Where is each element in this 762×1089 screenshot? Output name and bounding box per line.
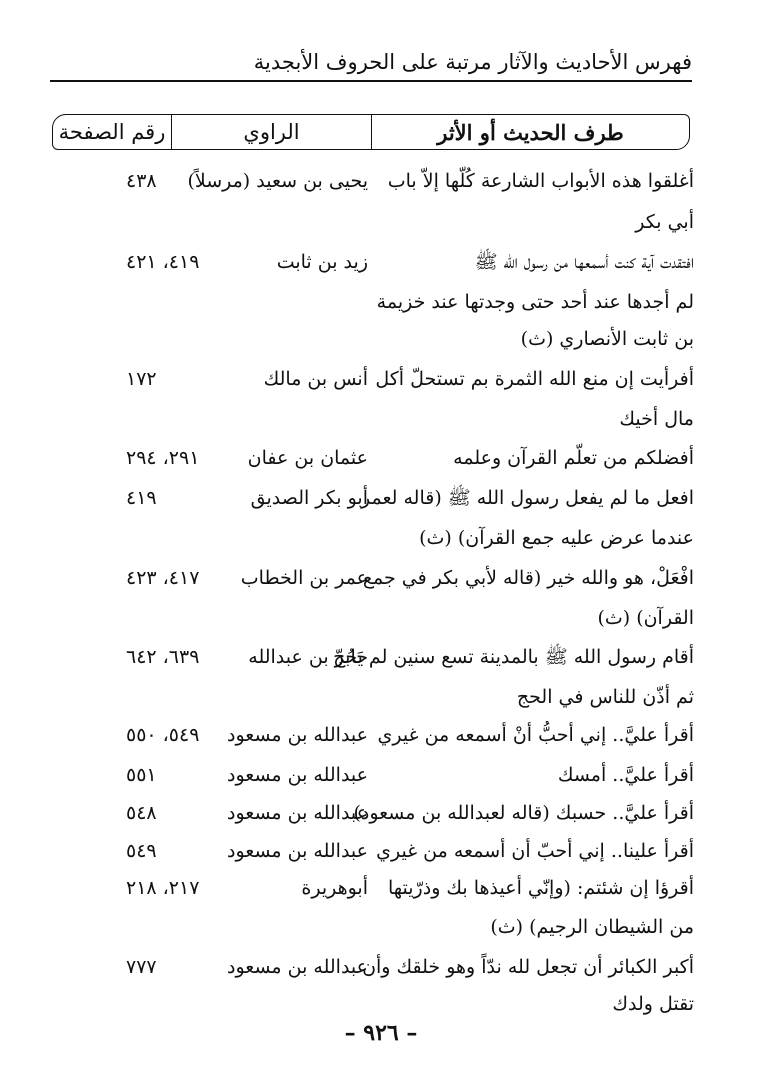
entry-text: أقرؤا إن شئتم: (وإنّي أعيذها بك وذرّيتها [387,877,694,899]
entry-narrator: يحيى بن سعيد (مرسلاً) [187,170,368,192]
entry-text: عندما عرض عليه جمع القرآن) (ث) [419,527,694,549]
entry-narrator: زيد بن ثابت [276,251,368,273]
table-row [50,402,694,436]
entry-narrator: عبدالله بن مسعود [227,956,368,978]
table-row [50,362,694,396]
entry-text: أقام رسول الله ﷺ بالمدينة تسع سنين لم يَحُجّ [333,646,694,668]
entry-text: افعل ما لم يفعل رسول الله ﷺ (قاله لعمر [361,487,694,509]
table-row [50,758,694,792]
entry-text: أغلقوا هذه الأبواب الشارعة كُلّها إلاّ باب [387,170,694,192]
table-row [50,950,694,984]
table-row [50,481,694,515]
entry-text: تقتل ولدك [612,993,694,1015]
entry-text: القرآن) (ث) [597,607,694,629]
entry-page: ٥٤٩ [126,840,157,862]
table-row [50,164,694,198]
entry-text: أقرأ علينا.. إني أحبّ أن أسمعه من غيري [376,840,694,862]
entry-page: ٥٤٨ [126,802,157,824]
entry-narrator: عبدالله بن مسعود [227,724,368,746]
table-row [50,680,694,714]
entry-page: ٥٥١ [126,764,157,786]
entry-text: أفرأيت إن منع الله الثمرة بم تستحلّ أكل [375,368,694,390]
entry-page: ٤١٩، ٤٢١ [126,251,200,273]
entry-text: أقرأ عليَّ.. حسبك (قاله لعبدالله بن مسعود) [353,802,694,824]
table-row [50,834,694,868]
entry-text: أفضلكم من تعلّم القرآن وعلمه [453,447,694,469]
running-header-title: فهرس الأحاديث والآثار مرتبة على الحروف الأبجدية [253,50,692,74]
column-header-narrator: الراوي [171,115,371,149]
table-row [50,322,694,356]
table-row [50,987,694,1021]
entry-page: ١٧٢ [126,368,157,390]
table-row [50,441,694,475]
entry-narrator: عمر بن الخطاب [240,567,368,589]
table-row [50,561,694,595]
entry-page: ٢١٧، ٢١٨ [126,877,200,899]
entry-text: افتقدت آية كنت أسمعها من رسول الله ﷺ [474,251,694,273]
entry-narrator: أنس بن مالك [263,368,368,390]
page-number: – ٩٢٦ – [344,1020,418,1046]
entry-text: أقرأ عليَّ.. أمسك [557,764,694,786]
entry-narrator: عبدالله بن مسعود [227,802,368,824]
entry-narrator: عثمان بن عفان [247,447,368,469]
table-row [50,718,694,752]
entry-text: لم أجدها عند أحد حتى وجدتها عند خزيمة [376,291,694,313]
entry-page: ٤١٩ [126,487,157,509]
table-column-header [52,114,690,150]
table-row [50,796,694,830]
entry-text: بن ثابت الأنصاري (ث) [520,328,694,350]
table-row [50,601,694,635]
table-row [50,640,694,674]
column-header-text: طرف الحديث أو الأثر [371,115,689,149]
entry-text: أكبر الكبائر أن تجعل لله ندّاً وهو خلقك وأن [362,956,694,978]
entry-narrator: جابر بن عبدالله [248,646,368,668]
entry-page: ٤٣٨ [126,170,157,192]
header-rule [50,80,692,82]
entry-text: ثم أذّن للناس في الحج [516,686,694,708]
entry-text: أبي بكر [635,211,694,233]
table-row [50,285,694,319]
entry-page: ٢٩١، ٢٩٤ [126,447,200,469]
entry-page: ٥٤٩، ٥٥٠ [126,724,200,746]
entry-page: ٦٣٩، ٦٤٢ [126,646,200,668]
entry-text: مال أخيك [619,408,694,430]
table-row [50,245,694,279]
column-header-page: رقم الصفحة [58,120,166,144]
entry-text: أقرأ عليَّ.. إني أحبُّ أنْ أسمعه من غيري [377,724,694,746]
entry-narrator: أبوهريرة [301,877,368,899]
table-row [50,205,694,239]
table-row [50,521,694,555]
entry-narrator: عبدالله بن مسعود [227,840,368,862]
entry-narrator: أبو بكر الصديق [250,487,368,509]
entry-page: ٧٧٧ [126,956,157,978]
table-row [50,910,694,944]
entry-page: ٤١٧، ٤٢٣ [126,567,200,589]
entry-text: افْعَلْ، هو والله خير (قاله لأبي بكر في جمع [362,567,694,589]
table-row [50,871,694,905]
entry-narrator: عبدالله بن مسعود [227,764,368,786]
entry-text: من الشيطان الرجيم) (ث) [490,916,694,938]
